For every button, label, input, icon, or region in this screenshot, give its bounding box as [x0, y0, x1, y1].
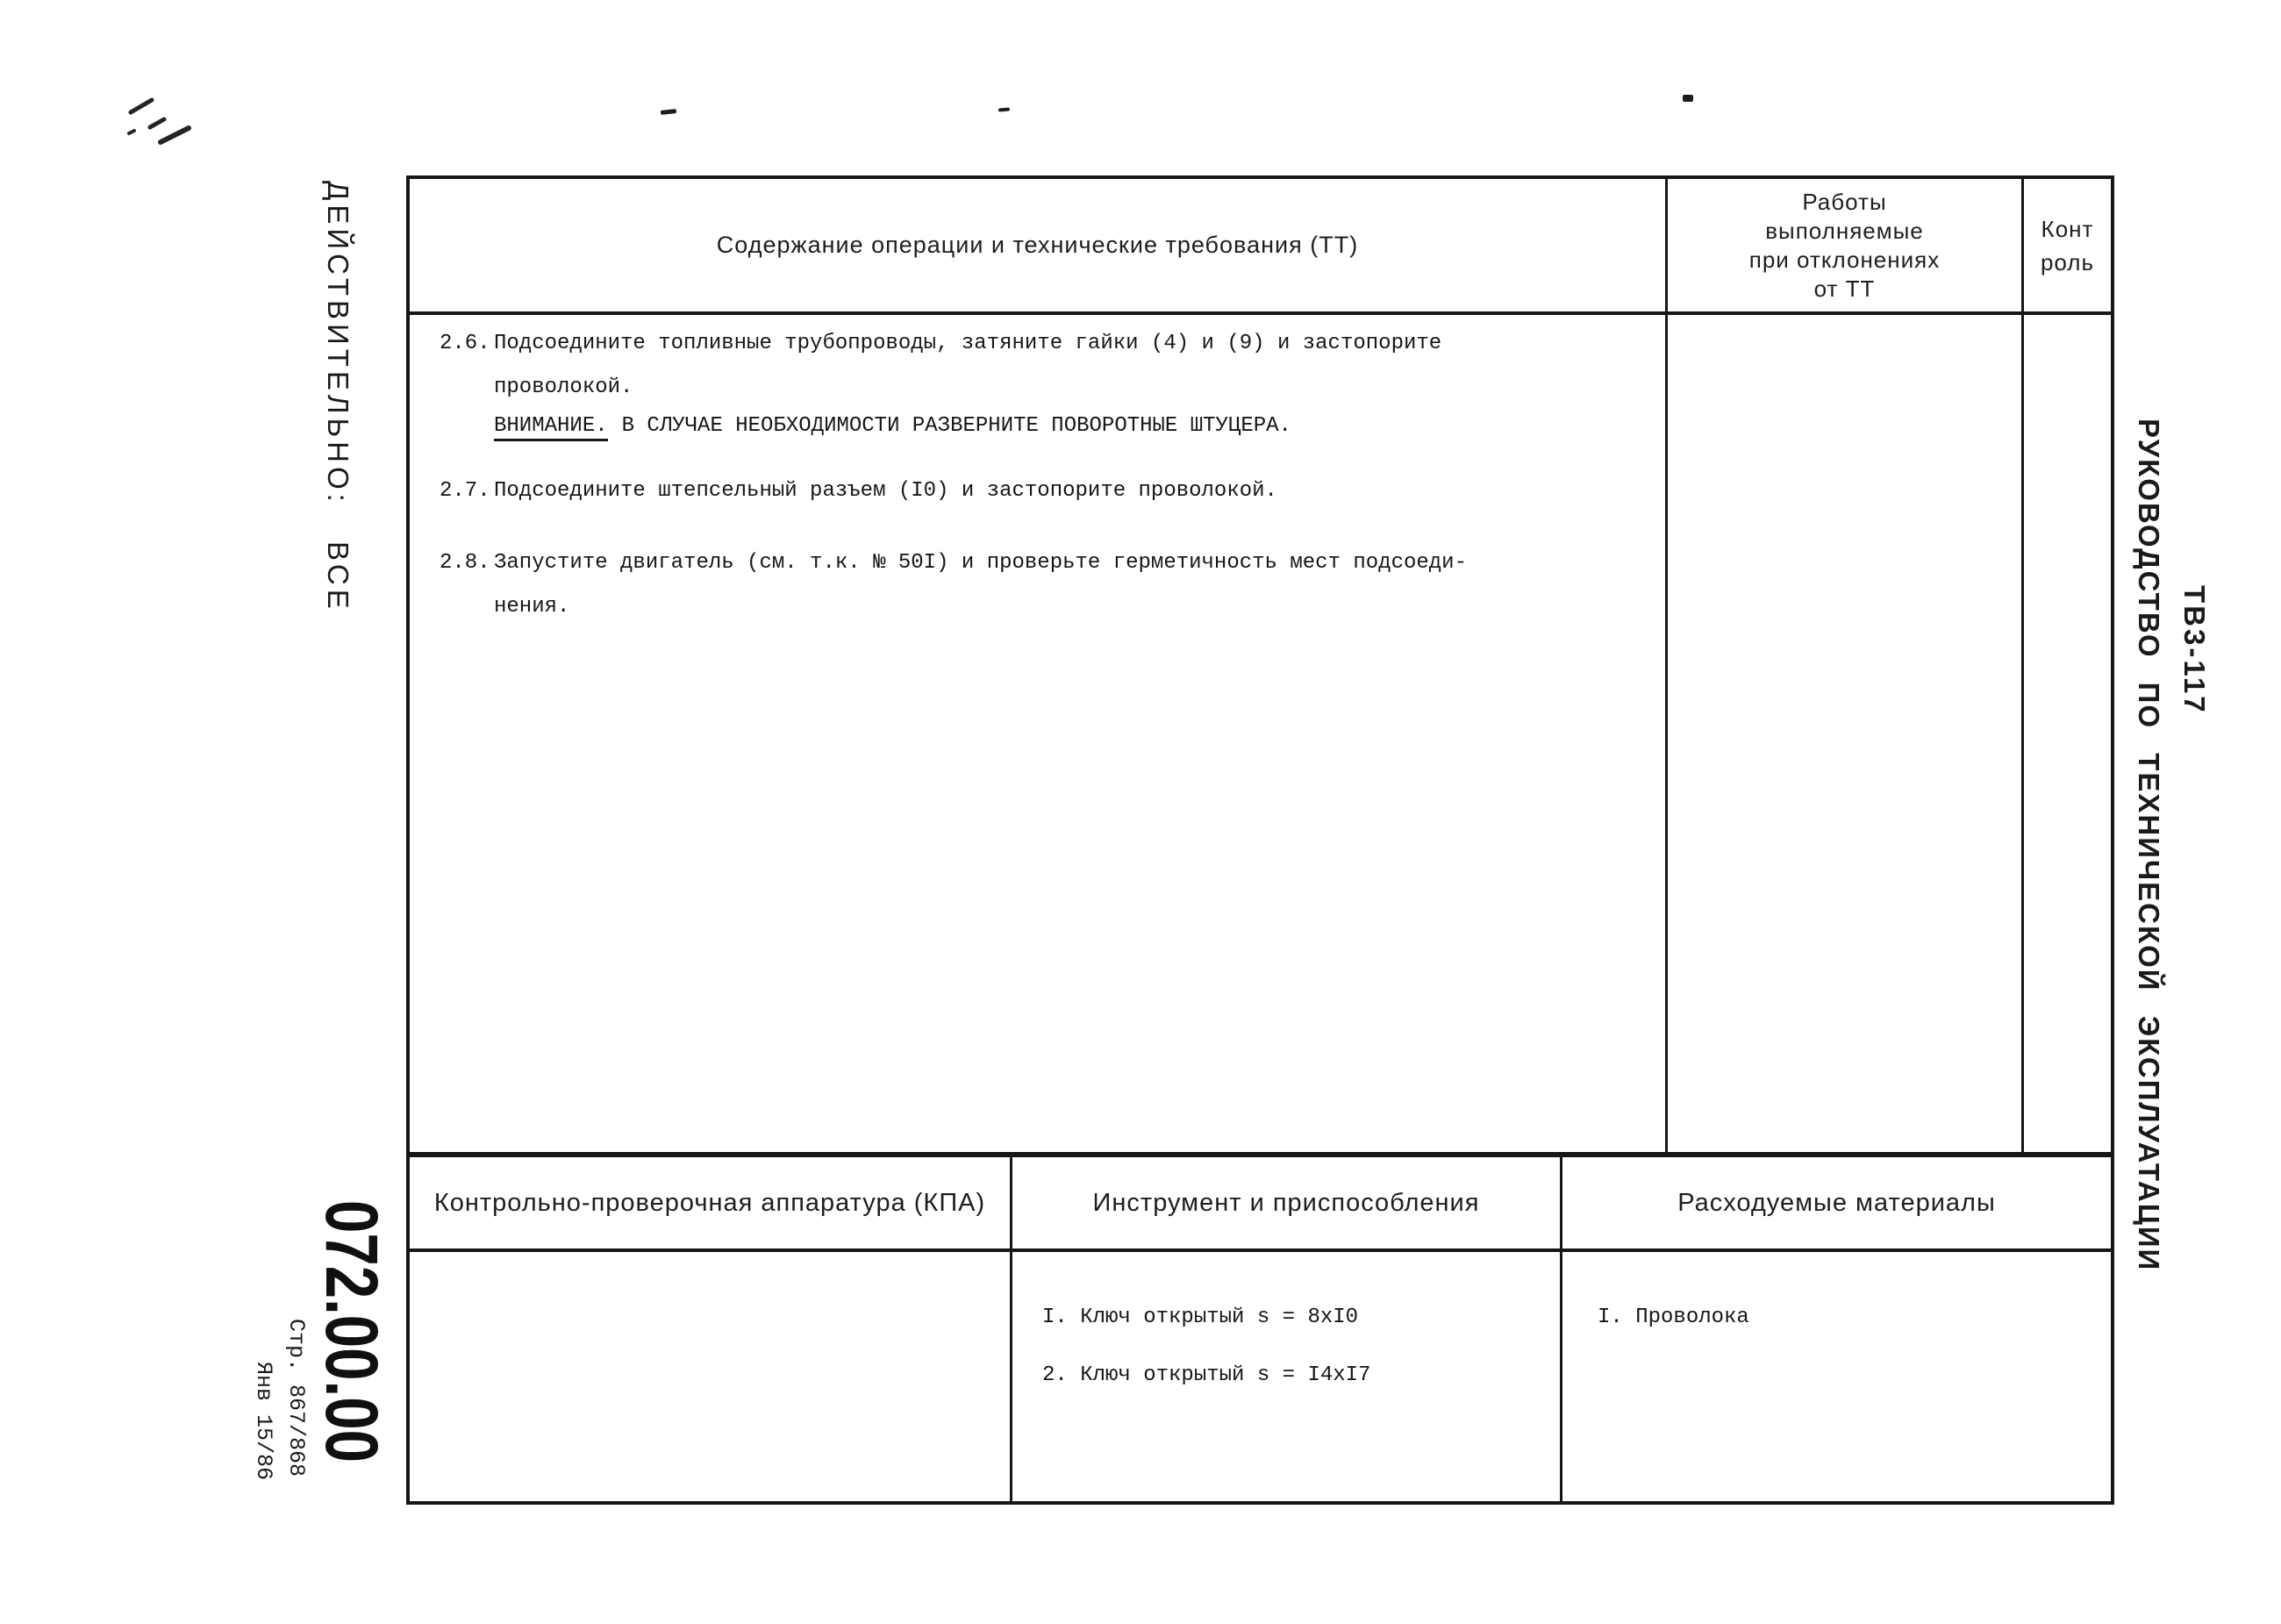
validity-label: ДЕЙСТВИТЕЛЬНО: ВСЕ — [322, 181, 354, 613]
deviation-works-cell — [1668, 315, 2024, 1152]
material-item: I. Проволока — [1598, 1306, 1749, 1329]
manual-title-label: РУКОВОДСТВО ПО ТЕХНИЧЕСКОЙ ЭКСПЛУАТАЦИИ — [2133, 419, 2165, 1272]
procedure-item-number: 2.8. — [440, 551, 490, 575]
revision-date-label: Янв 15/86 — [251, 1362, 276, 1481]
procedure-item-2-8 — [440, 541, 1644, 629]
procedure-line: Запустите двигатель (см. т.к. № 50I) и проверьте герметичность мест подсоеди- — [494, 551, 1467, 575]
tool-item: I. Ключ открытый s = 8xI0 — [1042, 1306, 1359, 1329]
tool-item: 2. Ключ открытый s = I4xI7 — [1042, 1363, 1371, 1387]
scan-dash — [1683, 95, 1693, 102]
procedure-item-2-7 — [440, 469, 1644, 513]
procedure-text-cell — [410, 315, 1668, 1152]
header-materials: Расходуемые материалы — [1562, 1157, 2111, 1252]
warning-text: В СЛУЧАЕ НЕОБХОДИМОСТИ РАЗВЕРНИТЕ ПОВОРОТНЫЕ ШТУЦЕРА. — [621, 414, 1291, 438]
procedure-line: Подсоедините топливные трубопроводы, затяните гайки (4) и (9) и застопорите — [494, 332, 1442, 355]
engine-model-label: ТВ3-117 — [2178, 585, 2211, 715]
warning-indent — [440, 404, 494, 448]
header-control-line: Конт — [2041, 215, 2094, 242]
header-deviation-line: выполняемые — [1765, 217, 1924, 244]
scan-dash — [998, 107, 1010, 111]
header-control-line: роль — [2040, 248, 2095, 275]
header-deviation-line: при отклонениях — [1748, 246, 1941, 273]
header-deviation-works — [1668, 179, 2024, 315]
warning-label: ВНИМАНИЕ. — [494, 414, 608, 441]
scan-dash — [661, 109, 676, 115]
procedure-line: проволокой. — [494, 376, 633, 399]
procedure-item-number: 2.7. — [440, 479, 490, 503]
equipment-table — [406, 1152, 2114, 1505]
main-table — [406, 175, 2114, 1155]
header-kpa: Контрольно-проверочная аппаратура (КПА) — [410, 1157, 1012, 1252]
procedure-line: нения. — [494, 595, 570, 619]
header-deviation-line: Работы — [1802, 188, 1887, 215]
header-operation-content: Содержание операции и технические требования (ТТ) — [410, 179, 1668, 315]
pen-mark — [118, 88, 197, 154]
procedure-item-number: 2.6. — [440, 332, 490, 355]
header-deviation-line: от ТТ — [1813, 275, 1876, 302]
page-number-label: Стр. 867/868 — [283, 1319, 309, 1477]
procedure-item-2-6 — [440, 322, 1644, 410]
materials-cell — [1562, 1252, 2111, 1501]
warning-note — [440, 404, 1644, 448]
header-control — [2024, 179, 2111, 315]
kpa-cell — [410, 1252, 1012, 1501]
doc-number-label — [309, 1200, 394, 1528]
header-tools: Инструмент и приспособления — [1012, 1157, 1562, 1252]
tools-cell — [1012, 1252, 1562, 1501]
procedure-line: Подсоедините штепсельный разъем (I0) и застопорите проволокой. — [494, 479, 1277, 503]
control-cell — [2024, 315, 2111, 1152]
doc-number-text: 072.00.00 — [311, 1200, 393, 1463]
